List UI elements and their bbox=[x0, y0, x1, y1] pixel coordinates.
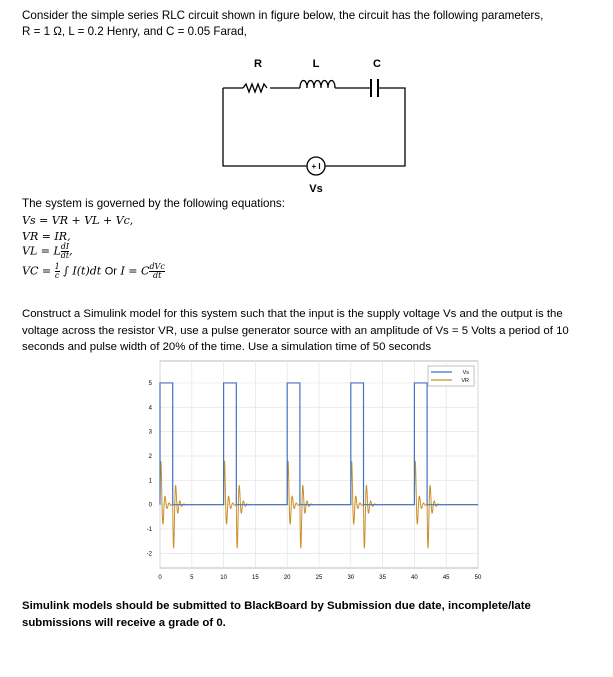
eq4-mid: ∫ I(t)dt bbox=[63, 264, 102, 278]
equation-kvl: Vs = VR + VL + Vc, bbox=[22, 214, 134, 227]
x-tick-label: 45 bbox=[442, 575, 450, 581]
x-tick-label: 35 bbox=[379, 575, 386, 581]
x-tick-label: 25 bbox=[315, 575, 323, 581]
y-tick-label: -2 bbox=[146, 551, 152, 558]
submission-note: Simulink models should be submitted to BlackBoard by Submission due date, incomplete/late submissions will receive a grade of 0. bbox=[22, 600, 531, 629]
eq3-num: dI bbox=[60, 242, 70, 251]
y-tick-label: 5 bbox=[148, 380, 152, 387]
equation-ohm: VR = IR, bbox=[22, 230, 71, 243]
eq4-num: 1 bbox=[54, 262, 60, 271]
label-R: R bbox=[254, 58, 262, 70]
x-tick-label: 50 bbox=[474, 575, 482, 581]
source-polarity: + I bbox=[311, 162, 321, 171]
eq4-rhs: I = C bbox=[120, 264, 150, 278]
x-tick-label: 5 bbox=[190, 575, 194, 581]
eq4-den2: dt bbox=[152, 271, 162, 280]
eq4-lhs: VC = bbox=[22, 264, 52, 278]
task-paragraph: Construct a Simulink model for this system such that the input is the supply voltage Vs and the output is the voltage across the resistor VR, use a pulse generator source with an amplitude of Vs = 5 Volts a period of 10 seconds and pulse width of 20% of the time. Use a simulation time of 50 seconds bbox=[22, 308, 569, 353]
x-tick-label: 20 bbox=[283, 575, 291, 581]
x-tick-label: 40 bbox=[411, 575, 418, 581]
y-tick-label: 1 bbox=[148, 478, 152, 485]
y-tick-label: -1 bbox=[146, 527, 152, 534]
x-tick-label: 30 bbox=[347, 575, 355, 581]
legend-label-VR: VR bbox=[461, 378, 469, 384]
label-L: L bbox=[312, 58, 320, 70]
eq4-or: Or bbox=[104, 265, 117, 278]
intro-line-1: Consider the simple series RLC circuit shown in figure below, the circuit has the following parameters, bbox=[22, 9, 544, 22]
eq3-lhs: VL = L bbox=[22, 244, 61, 258]
x-tick-label: 0 bbox=[158, 575, 162, 581]
x-tick-label: 10 bbox=[220, 575, 227, 581]
label-Vs: Vs bbox=[309, 183, 323, 195]
intro-line-2: R = 1 Ω, L = 0.2 Henry, and C = 0.05 Farad, bbox=[22, 25, 247, 38]
legend-label-Vs: Vs bbox=[462, 370, 469, 376]
equations-heading: The system is governed by the following equations: bbox=[22, 197, 285, 210]
x-tick-label: 15 bbox=[252, 575, 259, 581]
y-tick-label: 0 bbox=[148, 502, 152, 509]
eq3-tail: , bbox=[69, 244, 73, 258]
y-tick-label: 3 bbox=[148, 429, 152, 436]
eq4-num2: dVc bbox=[149, 262, 165, 271]
eq4-den: c bbox=[54, 271, 60, 280]
y-tick-label: 4 bbox=[148, 405, 152, 412]
y-tick-label: 2 bbox=[148, 453, 152, 460]
label-C: C bbox=[373, 58, 381, 70]
eq3-den: dt bbox=[60, 251, 70, 260]
